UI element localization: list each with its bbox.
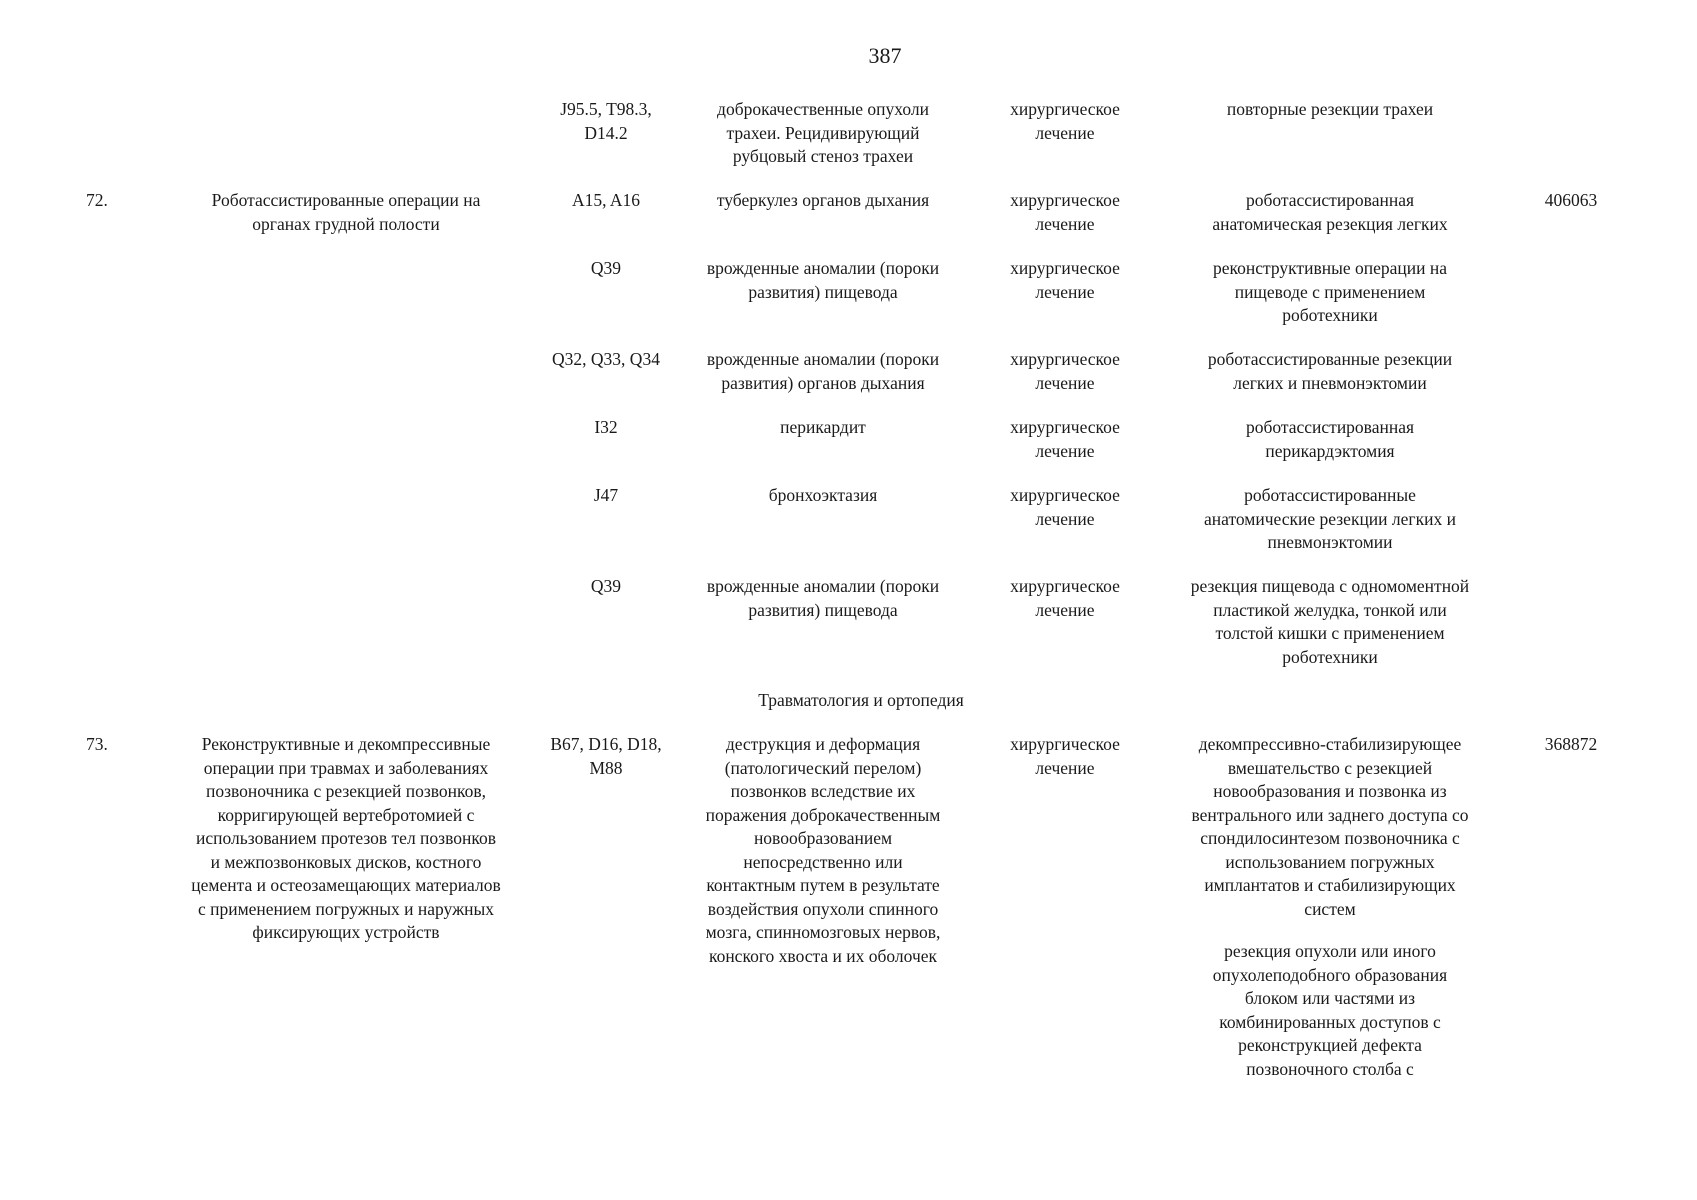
disease-model: врожденные аномалии (пороки развития) органов дыхания (706, 349, 940, 393)
treatment-method: резекция пищевода с одномоментной пластикой желудка, тонкой или толстой кишки с применением роботехники (1190, 576, 1470, 667)
icd-codes: Q39 (590, 258, 622, 278)
row-number: 72. (86, 190, 108, 210)
page-number: 387 (868, 43, 902, 68)
icd-codes: Q32, Q33, Q34 (552, 349, 660, 369)
treatment-type: хирургическое лечение (1010, 99, 1120, 143)
treatment-type: хирургическое лечение (1010, 417, 1120, 461)
care-type-name: Роботассистированные операции на органах грудной полости (211, 190, 481, 234)
icd-codes: J47 (593, 485, 619, 505)
disease-model: туберкулез органов дыхания (716, 190, 930, 210)
treatment-method: роботассистированная анатомическая резекция легких (1212, 190, 1448, 234)
treatment-method: роботассистированные анатомические резекции легких и пневмонэктомии (1204, 485, 1456, 552)
treatment-method: роботассистированные резекции легких и пневмонэктомии (1207, 349, 1453, 393)
disease-model: перикардит (780, 417, 866, 437)
icd-codes: J95.5, T98.3, D14.2 (560, 99, 652, 143)
disease-model: врожденные аномалии (пороки развития) пищевода (706, 576, 940, 620)
treatment-type: хирургическое лечение (1010, 349, 1120, 393)
icd-codes: Q39 (590, 576, 622, 596)
treatment-method: роботассистированная перикардэктомия (1245, 417, 1415, 461)
disease-model: доброкачественные опухоли трахеи. Рецидивирующий рубцовый стеноз трахеи (717, 99, 929, 166)
row-number: 73. (86, 734, 108, 754)
treatment-type: хирургическое лечение (1010, 258, 1120, 302)
treatment-method: реконструктивные операции на пищеводе с применением роботехники (1213, 258, 1447, 325)
treatment-type: хирургическое лечение (1010, 190, 1120, 234)
section-title: Травматология и ортопедия (758, 690, 964, 710)
cost-value: 406063 (1544, 190, 1598, 210)
disease-model: деструкция и деформация (патологический перелом) позвонков вследствие их поражения доброкачественным новообразованием непосредственно или контактным путем в результате воздействия опухоли спинного мозга, спинномозговых нервов, конского хвоста и их оболочек (705, 734, 941, 966)
treatment-type: хирургическое лечение (1010, 576, 1120, 620)
treatment-type: хирургическое лечение (1010, 734, 1120, 778)
care-type-name: Реконструктивные и декомпрессивные операции при травмах и заболеваниях позвоночника с резекцией позвонков, корригирующей вертебротомией с использованием протезов тел позвонков и межпозвонковых дисков, костного цемента и остеозамещающих материалов с применением погружных и наружных фиксирующих устройств (191, 734, 501, 942)
cost-value: 368872 (1544, 734, 1598, 754)
treatment-method-continued: резекция опухоли или иного опухолеподобного образования блоком или частями из комбинированных доступов с реконструкцией дефекта позвоночного столба с (1212, 941, 1448, 1079)
disease-model: врожденные аномалии (пороки развития) пищевода (706, 258, 940, 302)
disease-model: бронхоэктазия (768, 485, 878, 505)
icd-codes: B67, D16, D18, M88 (550, 734, 662, 778)
treatment-method: декомпрессивно-стабилизирующее вмешательство с резекцией новообразования и позвонка из вентрального или заднего доступа со спондилосинтезом позвоночника с использованием погружных имплантатов и стабилизирующих систем (1191, 734, 1469, 919)
icd-codes: I32 (594, 417, 618, 437)
treatment-type: хирургическое лечение (1010, 485, 1120, 529)
icd-codes: A15, A16 (571, 190, 641, 210)
treatment-method: повторные резекции трахеи (1226, 99, 1434, 119)
